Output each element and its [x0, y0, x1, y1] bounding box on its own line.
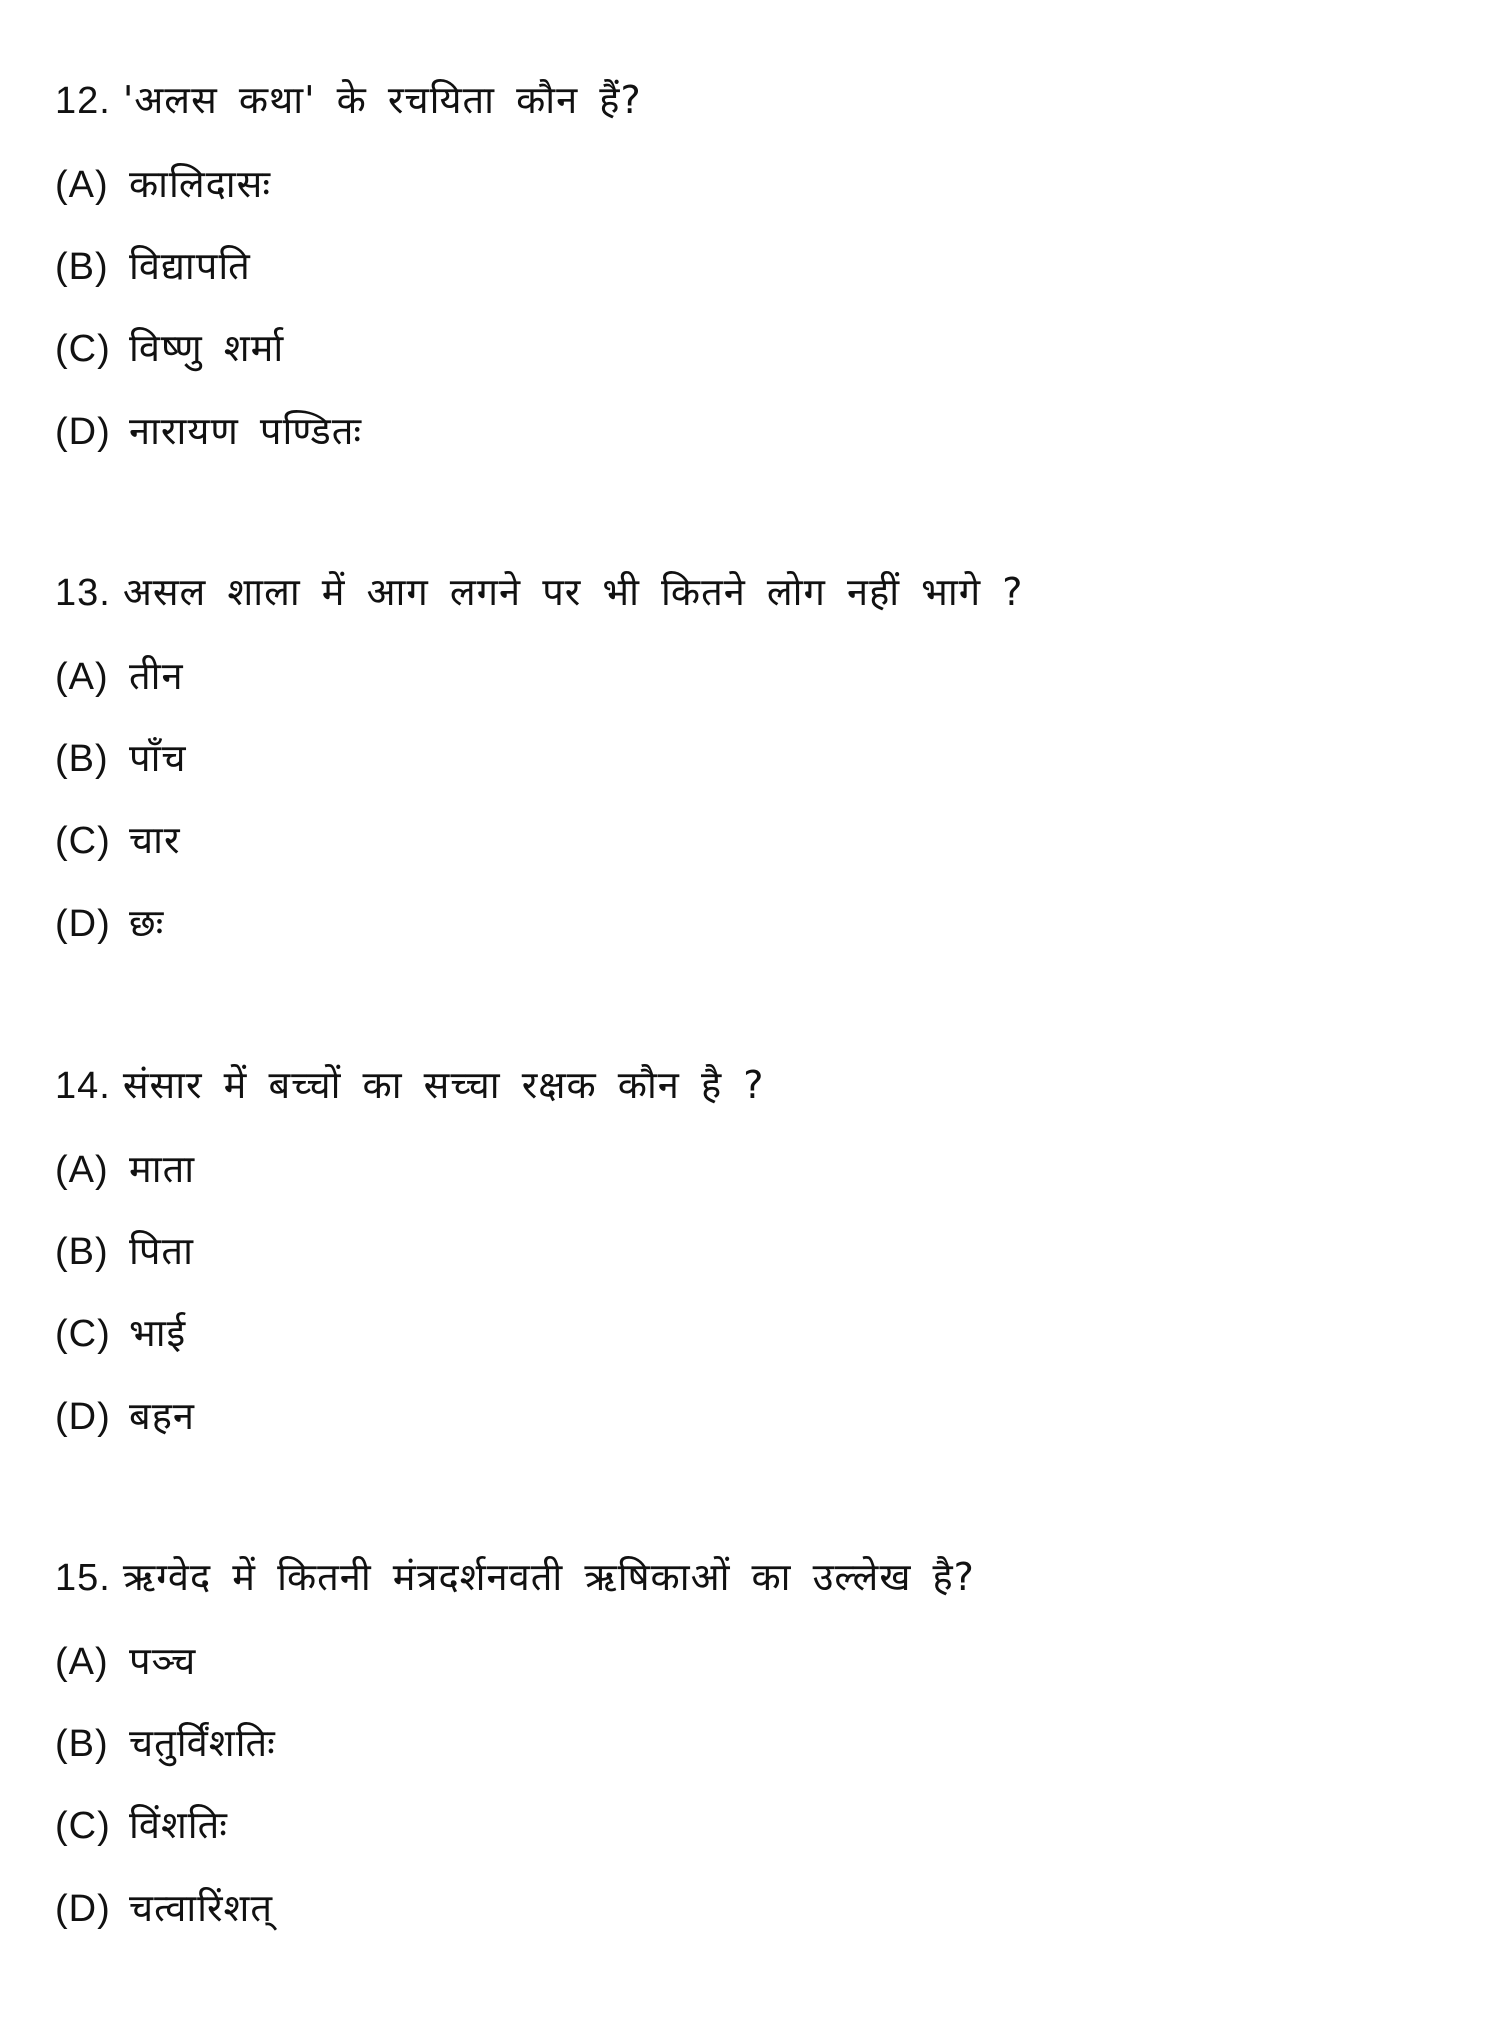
question-text: ऋग्वेद में कितनी मंत्रदर्शनवती ऋषिकाओं का उल्लेख है?	[122, 1555, 975, 1599]
option-a[interactable]	[55, 1139, 195, 1199]
option-text: कालिदासः	[129, 162, 272, 206]
question-stem	[55, 1055, 764, 1115]
option-text: पञ्च	[129, 1639, 197, 1683]
option-text: चार	[129, 818, 181, 862]
option-text: विद्यापति	[129, 244, 251, 288]
option-c[interactable]	[55, 318, 284, 378]
option-d[interactable]	[55, 1386, 195, 1446]
option-a[interactable]	[55, 1631, 196, 1691]
option-label: (A)	[55, 656, 109, 698]
option-text: नारायण पण्डितः	[129, 409, 363, 453]
option-c[interactable]	[55, 810, 181, 870]
option-text: बहन	[129, 1394, 195, 1438]
question-number: 15.	[55, 1557, 111, 1599]
option-d[interactable]	[55, 1878, 273, 1938]
option-b[interactable]	[55, 236, 251, 296]
option-label: (D)	[55, 411, 111, 453]
option-label: (B)	[55, 1723, 109, 1765]
question-stem	[55, 562, 1023, 622]
option-label: (A)	[55, 1641, 109, 1683]
question-text: असल शाला में आग लगने पर भी कितने लोग नहीं भागे ?	[122, 570, 1024, 614]
option-d[interactable]	[55, 893, 164, 953]
option-text: पिता	[129, 1229, 194, 1273]
option-label: (C)	[55, 820, 111, 862]
option-label: (D)	[55, 903, 111, 945]
option-text: माता	[129, 1147, 196, 1191]
option-label: (C)	[55, 328, 111, 370]
option-label: (D)	[55, 1396, 111, 1438]
option-text: चत्वारिंशत्	[129, 1886, 274, 1930]
option-label: (A)	[55, 164, 109, 206]
option-text: छः	[129, 901, 165, 945]
question-number: 12.	[55, 80, 111, 122]
option-d[interactable]	[55, 401, 362, 461]
option-text: विंशतिः	[129, 1803, 228, 1847]
option-b[interactable]	[55, 728, 187, 788]
question-text: 'अलस कथा' के रचयिता कौन हैं?	[122, 78, 642, 122]
option-label: (B)	[55, 246, 109, 288]
question-text: संसार में बच्चों का सच्चा रक्षक कौन है ?	[122, 1063, 765, 1107]
option-label: (D)	[55, 1888, 111, 1930]
option-b[interactable]	[55, 1713, 276, 1773]
option-label: (A)	[55, 1149, 109, 1191]
question-number: 13.	[55, 572, 111, 614]
option-c[interactable]	[55, 1303, 186, 1363]
option-label: (B)	[55, 1231, 109, 1273]
option-text: चतुर्विंशतिः	[129, 1721, 276, 1765]
question-stem	[55, 1547, 975, 1607]
option-text: पाँच	[129, 736, 187, 780]
option-a[interactable]	[55, 154, 271, 214]
option-label: (C)	[55, 1313, 111, 1355]
option-c[interactable]	[55, 1795, 228, 1855]
option-b[interactable]	[55, 1221, 194, 1281]
option-text: तीन	[129, 654, 184, 698]
option-label: (C)	[55, 1805, 111, 1847]
option-text: विष्णु शर्मा	[129, 326, 285, 370]
option-text: भाई	[129, 1311, 187, 1355]
question-stem	[55, 70, 642, 130]
option-label: (B)	[55, 738, 109, 780]
question-number: 14.	[55, 1065, 111, 1107]
option-a[interactable]	[55, 646, 184, 706]
